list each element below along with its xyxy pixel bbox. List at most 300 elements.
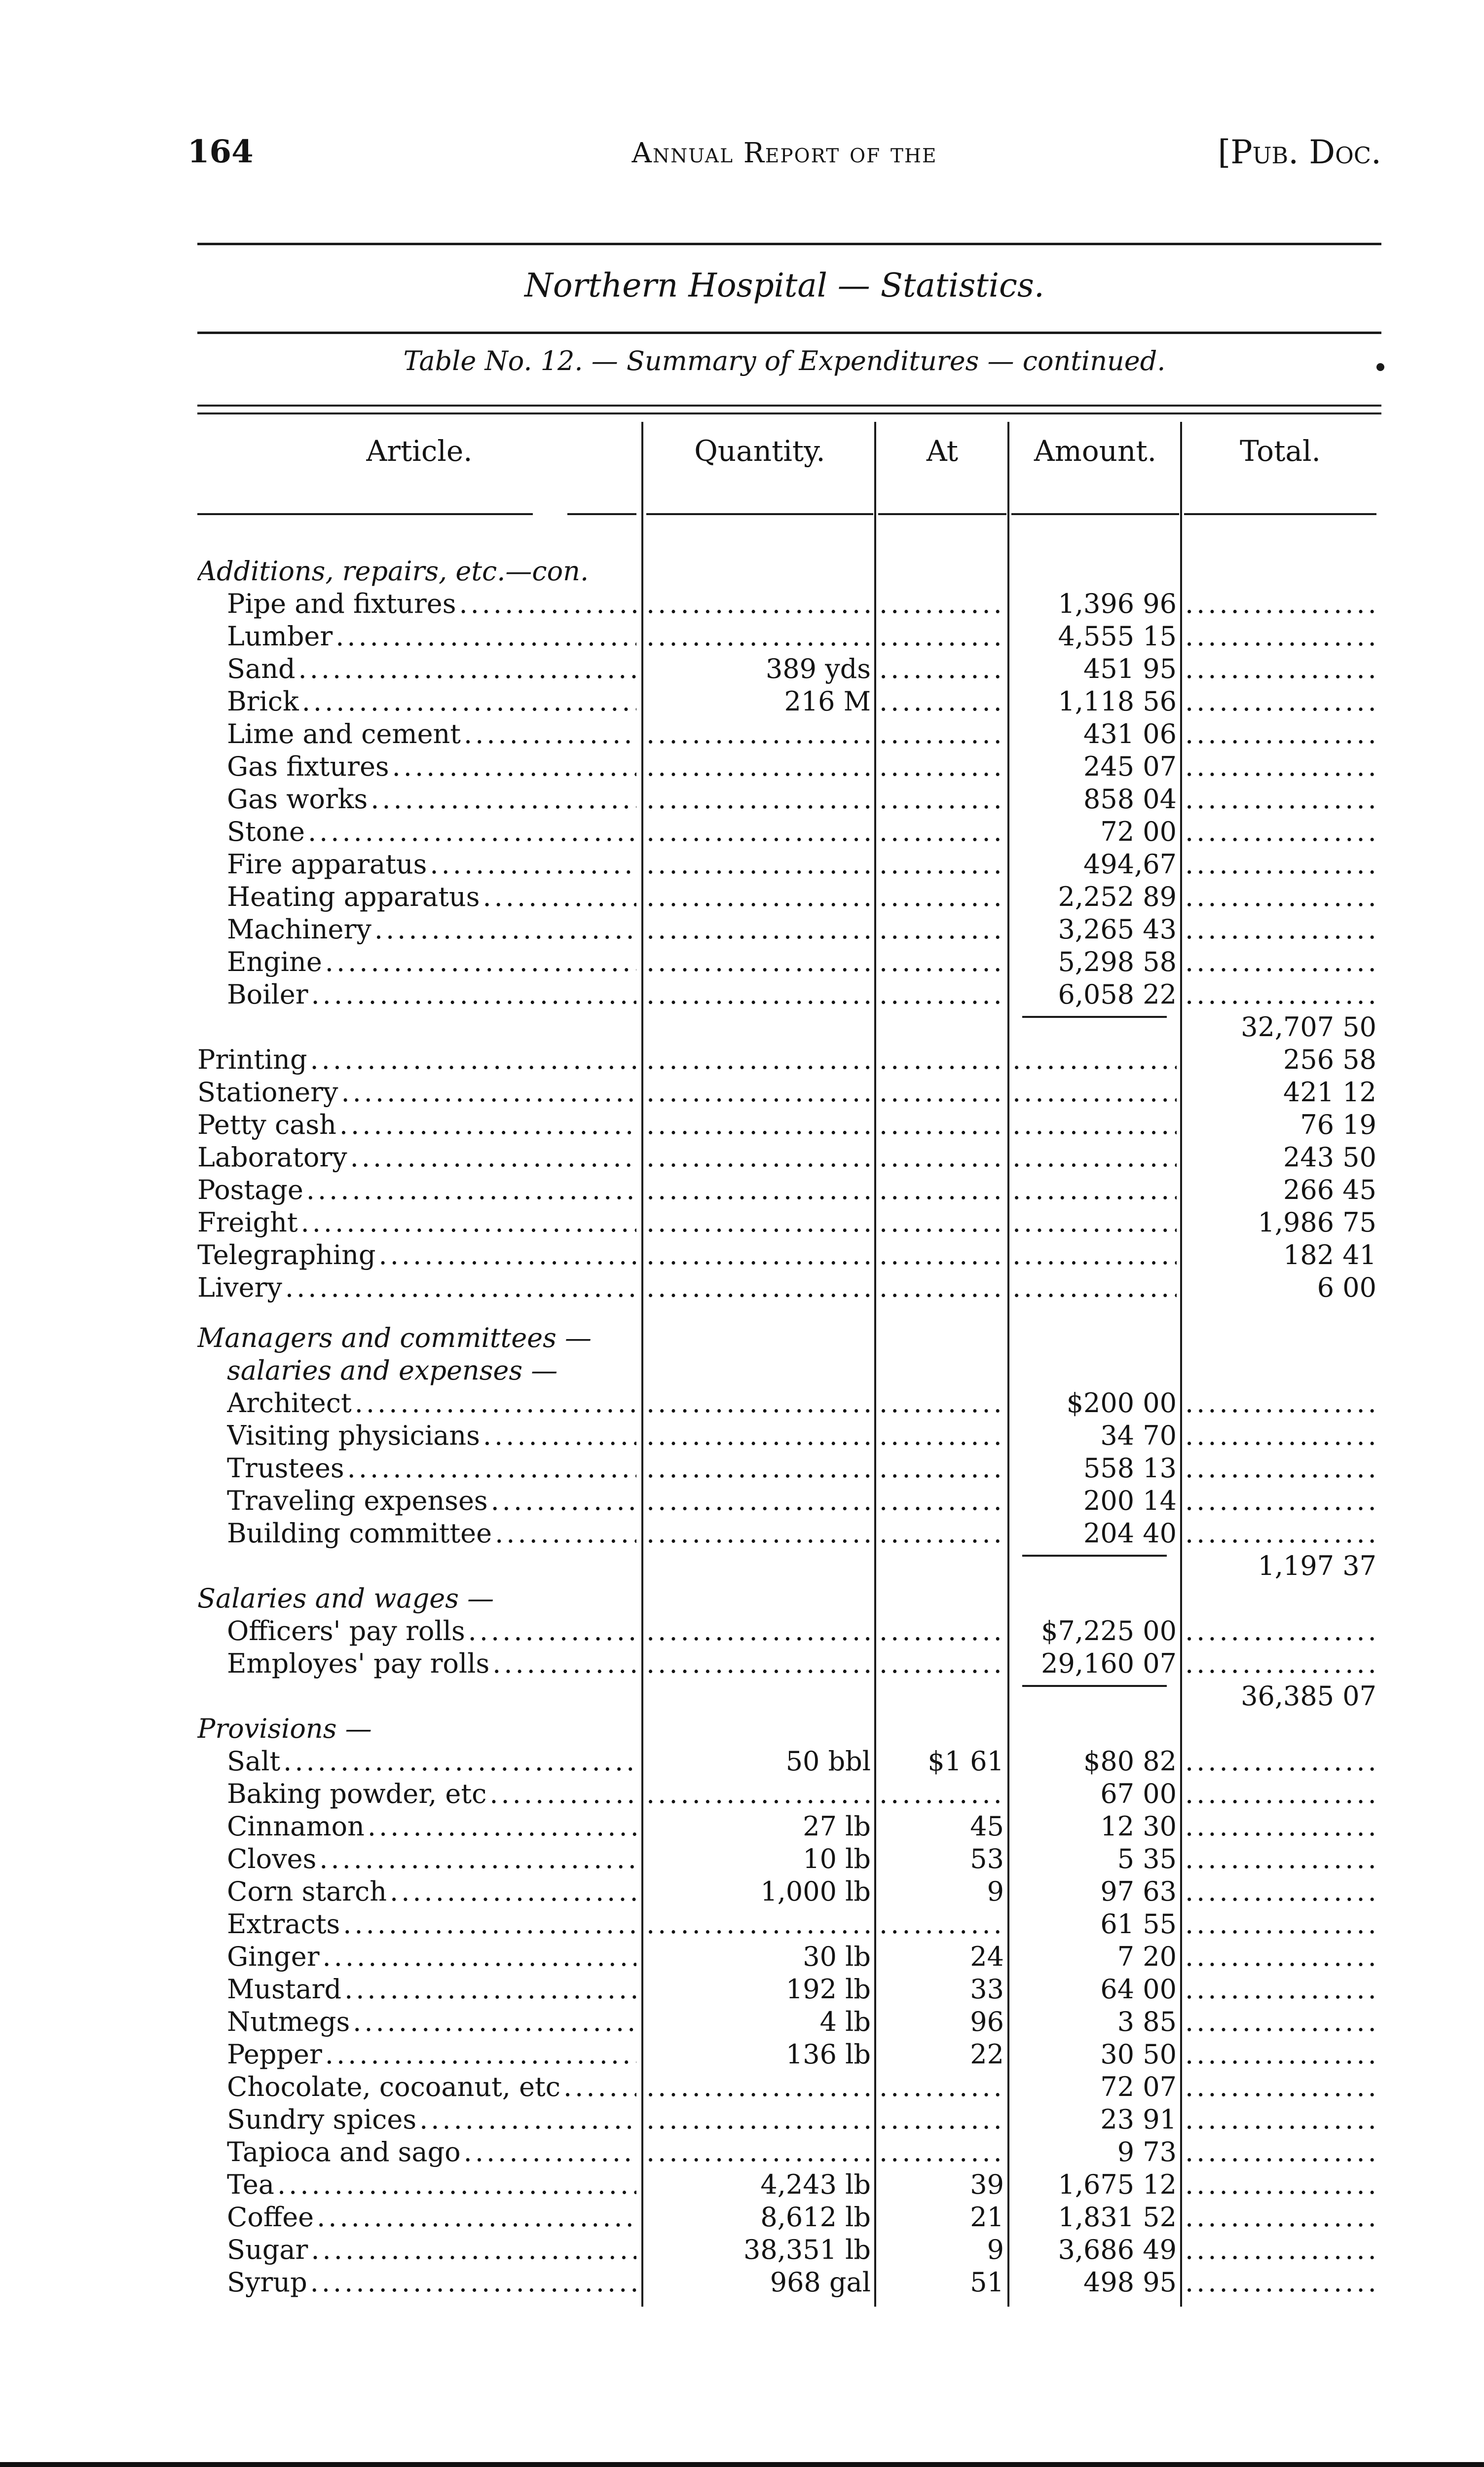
article-label: Gas works: [227, 784, 368, 815]
quantity-cell: [646, 913, 871, 946]
total-cell: [1185, 881, 1376, 913]
quantity-cell: [646, 1141, 871, 1174]
table-row: [0, 2201, 1484, 2234]
article-label: Stationery: [197, 1077, 338, 1108]
column-header-article: Article.: [366, 434, 473, 468]
table-row: [0, 816, 1484, 848]
unit-price-cell: [879, 2071, 1004, 2103]
unit-price-cell: 22: [970, 2039, 1004, 2070]
amount-cell: 858 04: [1083, 784, 1177, 815]
quantity-cell: 389 yds: [765, 653, 871, 684]
quantity-cell: 4,243 lb: [760, 2169, 871, 2201]
leader-dots: [298, 653, 636, 685]
quantity-cell: [646, 1615, 871, 1647]
article-label: Printing: [197, 1044, 307, 1075]
quantity-cell: 192 lb: [785, 1974, 871, 2005]
article-cell: [227, 848, 636, 881]
amount-cell: 64 00: [1100, 1974, 1177, 2005]
table-row: [0, 1044, 1484, 1076]
table-row: [0, 1810, 1484, 1843]
total-cell: [1185, 1615, 1376, 1647]
article-label: Trustees: [227, 1453, 344, 1484]
total-cell: [1185, 2168, 1376, 2201]
article-cell: [227, 2234, 636, 2266]
amount-cell: 245 07: [1083, 751, 1177, 782]
quantity-cell: [646, 750, 871, 783]
total-cell: [1185, 978, 1376, 1011]
unit-price-cell: [879, 620, 1004, 653]
article-label: Engine: [227, 946, 322, 977]
amount-cell: 72 00: [1100, 816, 1177, 847]
table-top-rule-2: [197, 412, 1381, 414]
amount-cell: 4,555 15: [1058, 621, 1177, 652]
amount-cell: [1012, 1271, 1177, 1304]
unit-price-cell: [879, 1615, 1004, 1647]
article-cell: [227, 2038, 636, 2071]
amount-cell: 1,675 12: [1058, 2169, 1177, 2201]
unit-price-cell: [879, 685, 1004, 718]
table-row: [0, 1452, 1484, 1485]
total-cell: [1185, 783, 1376, 816]
quantity-cell: 10 lb: [803, 1843, 871, 1875]
amount-cell: 34 70: [1100, 1420, 1177, 1452]
article-cell: [227, 1875, 636, 1908]
total-cell: [1185, 588, 1376, 620]
leader-dots: [492, 1647, 636, 1680]
leader-dots: [489, 1778, 636, 1810]
article-cell: [227, 718, 636, 750]
column-header-total: Total.: [1240, 434, 1321, 468]
quantity-cell: [646, 1387, 871, 1420]
total-cell: [1185, 2006, 1376, 2038]
table-row: [0, 1206, 1484, 1239]
amount-cell: 200 14: [1083, 1485, 1177, 1517]
subtotal-row: [0, 1550, 1484, 1582]
leader-dots: [464, 2136, 636, 2168]
leader-dots: [353, 2006, 636, 2038]
total-cell: [1185, 2201, 1376, 2234]
quantity-cell: [646, 946, 871, 978]
article-cell: [227, 816, 636, 848]
leader-dots: [368, 1810, 636, 1843]
quantity-cell: [646, 881, 871, 913]
amount-header-rule: [1011, 513, 1179, 515]
category-row: [0, 1582, 1484, 1615]
unit-price-cell: [879, 1076, 1004, 1109]
article-cell: [197, 1109, 636, 1141]
article-cell: [227, 2168, 636, 2201]
article-label: Baking powder, etc: [227, 1778, 487, 1810]
subtotal-cell: 32,707 50: [1241, 1011, 1376, 1043]
category-label: salaries and expenses —: [227, 1355, 558, 1386]
leader-dots: [325, 2038, 636, 2071]
unit-price-cell: [879, 946, 1004, 978]
total-cell: [1185, 1420, 1376, 1452]
amount-cell: 5 35: [1117, 1843, 1177, 1875]
leader-dots: [308, 816, 636, 848]
article-cell: [197, 1044, 636, 1076]
category-label: Additions, repairs, etc.—con.: [197, 556, 589, 587]
article-cell: [227, 750, 636, 783]
total-cell: [1185, 1875, 1376, 1908]
article-cell: [227, 946, 636, 978]
article-label: Corn starch: [227, 1876, 387, 1907]
leader-dots: [325, 946, 636, 978]
article-label: Brick: [227, 686, 299, 717]
leader-dots: [392, 750, 636, 783]
article-label: Livery: [197, 1272, 282, 1303]
article-cell: [227, 1843, 636, 1875]
amount-cell: 67 00: [1100, 1778, 1177, 1810]
subtotal-row: [0, 1011, 1484, 1044]
quantity-cell: 38,351 lb: [743, 2234, 871, 2266]
article-label: Syrup: [227, 2267, 307, 2298]
article-label: Pipe and fixtures: [227, 588, 456, 619]
unit-price-cell: 96: [970, 2006, 1004, 2038]
table-row: [0, 1647, 1484, 1680]
unit-price-cell: [879, 718, 1004, 750]
amount-cell: 558 13: [1083, 1453, 1177, 1484]
leader-dots: [563, 2071, 636, 2103]
leader-dots: [310, 1044, 636, 1076]
leader-dots: [310, 2266, 636, 2299]
unit-price-cell: [879, 1517, 1004, 1550]
quantity-cell: [646, 588, 871, 620]
amount-cell: 97 63: [1100, 1876, 1177, 1907]
table-row: [0, 1875, 1484, 1908]
unit-price-cell: [879, 1452, 1004, 1485]
category-label: Managers and committees —: [197, 1322, 592, 1354]
unit-price-cell: [879, 1174, 1004, 1206]
quantity-cell: [646, 2103, 871, 2136]
table-row: [0, 1843, 1484, 1875]
unit-price-cell: $1 61: [928, 1746, 1004, 1777]
table-row: [0, 1778, 1484, 1810]
quantity-cell: [646, 1517, 871, 1550]
subtotal-cell: 1,197 37: [1258, 1550, 1376, 1582]
quantity-cell: [646, 620, 871, 653]
unit-price-cell: [879, 816, 1004, 848]
table-row: [0, 1239, 1484, 1271]
unit-price-cell: [879, 1908, 1004, 1941]
unit-price-cell: [879, 1647, 1004, 1680]
table-row: [0, 2103, 1484, 2136]
table-row: [0, 588, 1484, 620]
article-label: Heating apparatus: [227, 881, 480, 912]
article-cell: [227, 1485, 636, 1517]
subtotal-cell: 36,385 07: [1241, 1681, 1376, 1712]
unit-price-cell: [879, 1141, 1004, 1174]
unit-price-cell: 51: [970, 2267, 1004, 2298]
amount-cell: 61 55: [1100, 1908, 1177, 1940]
leader-dots: [277, 2168, 636, 2201]
table-row: [0, 2168, 1484, 2201]
article-label: Salt: [227, 1746, 281, 1777]
leader-dots: [323, 1941, 636, 1973]
unit-price-cell: [879, 978, 1004, 1011]
leader-dots: [285, 1271, 636, 1304]
amount-cell: 1,831 52: [1058, 2202, 1177, 2233]
unit-price-cell: [879, 1778, 1004, 1810]
leader-dots: [374, 913, 636, 946]
article-cell: [197, 1206, 636, 1239]
total-cell: [1185, 750, 1376, 783]
unit-price-cell: 21: [970, 2202, 1004, 2233]
amount-cell: 431 06: [1083, 718, 1177, 749]
amount-cell: 498 95: [1083, 2267, 1177, 2298]
document-reference: [Pub. Doc.: [1218, 133, 1381, 171]
article-cell: [227, 1941, 636, 1973]
amount-cell: $200 00: [1066, 1387, 1177, 1419]
quantity-cell: [646, 1174, 871, 1206]
article-cell: [227, 2071, 636, 2103]
column-header-at: At: [926, 434, 959, 468]
amount-cell: [1012, 1141, 1177, 1174]
article-cell: [227, 2136, 636, 2168]
table-row: [0, 750, 1484, 783]
quantity-cell: [646, 1647, 871, 1680]
quantity-cell: [646, 1109, 871, 1141]
quantity-cell: [646, 2071, 871, 2103]
table-title: Table No. 12. — Summary of Expenditures — continued.: [403, 345, 1166, 376]
article-label: Ginger: [227, 1941, 320, 1973]
table-row: [0, 881, 1484, 913]
unit-price-cell: [879, 1420, 1004, 1452]
leader-dots: [344, 1973, 636, 2006]
quantity-cell: 216 M: [784, 686, 871, 717]
leader-dots: [283, 1745, 636, 1778]
leader-dots: [341, 1076, 636, 1109]
header-rule: [197, 243, 1381, 245]
article-label: Stone: [227, 816, 305, 847]
article-cell: [197, 1239, 636, 1271]
category-row: [0, 1713, 1484, 1745]
table-row: [0, 2266, 1484, 2299]
quantity-cell: 50 bbl: [785, 1746, 871, 1777]
article-label: Gas fixtures: [227, 751, 389, 782]
amount-cell: 23 91: [1100, 2104, 1177, 2135]
unit-price-cell: [879, 750, 1004, 783]
total-cell: [1185, 2103, 1376, 2136]
total-cell: [1185, 718, 1376, 750]
article-label: Telegraphing: [197, 1239, 376, 1271]
article-label: Fire apparatus: [227, 849, 427, 880]
quantity-cell: [646, 1452, 871, 1485]
unit-price-cell: 9: [987, 1876, 1004, 1907]
article-cell: [227, 913, 636, 946]
total-header-rule: [1184, 513, 1376, 515]
amount-cell: 9 73: [1117, 2136, 1177, 2168]
article-cell: [197, 1076, 636, 1109]
unit-price-cell: [879, 2103, 1004, 2136]
table-top-rule-1: [197, 405, 1381, 407]
article-cell: [227, 1908, 636, 1941]
table-row: [0, 2071, 1484, 2103]
article-cell: [227, 978, 636, 1011]
unit-price-cell: [879, 1387, 1004, 1420]
table-row: [0, 946, 1484, 978]
table-row: [0, 1141, 1484, 1174]
amount-cell: 6,058 22: [1058, 979, 1177, 1010]
section-title: Northern Hospital — Statistics.: [524, 266, 1044, 304]
amount-cell: 2,252 89: [1058, 881, 1177, 912]
leader-dots: [306, 1174, 636, 1206]
quantity-cell: [646, 1271, 871, 1304]
leader-dots: [311, 978, 636, 1011]
quantity-cell: [646, 1778, 871, 1810]
page-number: 164: [187, 133, 254, 170]
table-row: [0, 1517, 1484, 1550]
total-cell: [1185, 1810, 1376, 1843]
article-label: Tea: [227, 2169, 274, 2201]
running-title: Annual Report of the: [631, 137, 937, 169]
quantity-cell: [646, 816, 871, 848]
quantity-cell: [646, 978, 871, 1011]
table-row: [0, 653, 1484, 685]
table-row: [0, 848, 1484, 881]
article-cell: [227, 2266, 636, 2299]
quantity-cell: [646, 1076, 871, 1109]
amount-cell: 5,298 58: [1058, 946, 1177, 977]
quantity-cell: 4 lb: [819, 2006, 871, 2038]
leader-dots: [390, 1875, 636, 1908]
quantity-cell: [646, 783, 871, 816]
amount-cell: 30 50: [1100, 2039, 1177, 2070]
amount-cell: 72 07: [1100, 2071, 1177, 2103]
total-cell: [1185, 1941, 1376, 1973]
total-cell: 266 45: [1283, 1174, 1376, 1205]
article-cell: [227, 653, 636, 685]
total-cell: [1185, 1745, 1376, 1778]
article-cell: [227, 1615, 636, 1647]
table-row: [0, 1485, 1484, 1517]
article-label: Petty cash: [197, 1109, 336, 1140]
article-label: Cinnamon: [227, 1811, 365, 1842]
table-row: [0, 1973, 1484, 2006]
article-label: Tapioca and sago: [227, 2136, 461, 2168]
category-label: Provisions —: [197, 1713, 372, 1745]
total-cell: [1185, 1778, 1376, 1810]
total-cell: [1185, 2234, 1376, 2266]
column-header-amount: Amount.: [1034, 434, 1157, 468]
amount-cell: 3,265 43: [1058, 914, 1177, 945]
leader-dots: [335, 620, 636, 653]
article-label: Machinery: [227, 914, 371, 945]
article-cell: [227, 1973, 636, 2006]
total-cell: [1185, 2071, 1376, 2103]
total-cell: 243 50: [1283, 1142, 1376, 1173]
total-cell: 6 00: [1317, 1272, 1376, 1303]
unit-price-cell: [879, 1109, 1004, 1141]
quantity-cell: [646, 2136, 871, 2168]
article-cell: [227, 1452, 636, 1485]
article-cell: [227, 1517, 636, 1550]
table-row: [0, 1420, 1484, 1452]
article-cell: [227, 2201, 636, 2234]
leader-dots: [302, 685, 636, 718]
leader-dots: [459, 588, 636, 620]
table-row: [0, 1174, 1484, 1206]
table-row: [0, 1941, 1484, 1973]
article-cell: [227, 620, 636, 653]
leader-dots: [379, 1239, 636, 1271]
category-row: [0, 555, 1484, 588]
quantity-cell: [646, 1420, 871, 1452]
article-label: Postage: [197, 1174, 303, 1205]
amount-cell: [1012, 1109, 1177, 1141]
table-row: [0, 1387, 1484, 1420]
table-row: [0, 620, 1484, 653]
total-cell: [1185, 816, 1376, 848]
unit-price-cell: 33: [970, 1974, 1004, 2005]
unit-price-cell: 45: [970, 1811, 1004, 1842]
total-cell: 182 41: [1283, 1239, 1376, 1271]
section-rule: [197, 332, 1381, 334]
subtotal-row: [0, 1680, 1484, 1713]
article-label: Mustard: [227, 1974, 342, 2005]
leader-dots: [371, 783, 636, 816]
total-cell: [1185, 685, 1376, 718]
quantity-cell: [646, 1044, 871, 1076]
leader-dots: [482, 881, 636, 913]
amount-cell: [1012, 1174, 1177, 1206]
unit-price-cell: [879, 1239, 1004, 1271]
table-row: [0, 2234, 1484, 2266]
quantity-cell: [646, 1206, 871, 1239]
total-cell: [1185, 620, 1376, 653]
quantity-cell: [646, 1908, 871, 1941]
table-row: [0, 978, 1484, 1011]
scan-edge-bar: [0, 2462, 1484, 2467]
quantity-cell: [646, 718, 871, 750]
total-cell: [1185, 2266, 1376, 2299]
unit-price-cell: 53: [970, 1843, 1004, 1875]
table-row: [0, 783, 1484, 816]
article-cell: [227, 685, 636, 718]
total-cell: [1185, 653, 1376, 685]
table-row: [0, 2006, 1484, 2038]
article-cell: [227, 2006, 636, 2038]
quantity-cell: 1,000 lb: [760, 1876, 871, 1907]
at-header-rule: [878, 513, 1006, 515]
unit-price-cell: [879, 653, 1004, 685]
unit-price-cell: [879, 1206, 1004, 1239]
article-label: Sugar: [227, 2234, 308, 2266]
total-cell: [1185, 1517, 1376, 1550]
amount-cell: 204 40: [1083, 1518, 1177, 1549]
total-cell: 1,986 75: [1258, 1207, 1376, 1238]
amount-cell: [1012, 1239, 1177, 1271]
article-label: Coffee: [227, 2202, 314, 2233]
article-label: Employes' pay rolls: [227, 1648, 490, 1680]
article-label: Officers' pay rolls: [227, 1615, 465, 1647]
table-row: [0, 1908, 1484, 1941]
table-row: [0, 2136, 1484, 2168]
table-row: [0, 1615, 1484, 1647]
article-label: Extracts: [227, 1908, 340, 1940]
leader-dots: [339, 1109, 636, 1141]
amount-cell: $80 82: [1083, 1746, 1177, 1777]
article-label: Boiler: [227, 979, 308, 1010]
leader-dots: [317, 2201, 636, 2234]
table-row: [0, 1745, 1484, 1778]
article-cell: [227, 1387, 636, 1420]
leader-dots: [491, 1485, 636, 1517]
quantity-cell: 27 lb: [803, 1811, 871, 1842]
quantity-cell: 30 lb: [803, 1941, 871, 1973]
table-row: [0, 1109, 1484, 1141]
total-cell: [1185, 2136, 1376, 2168]
